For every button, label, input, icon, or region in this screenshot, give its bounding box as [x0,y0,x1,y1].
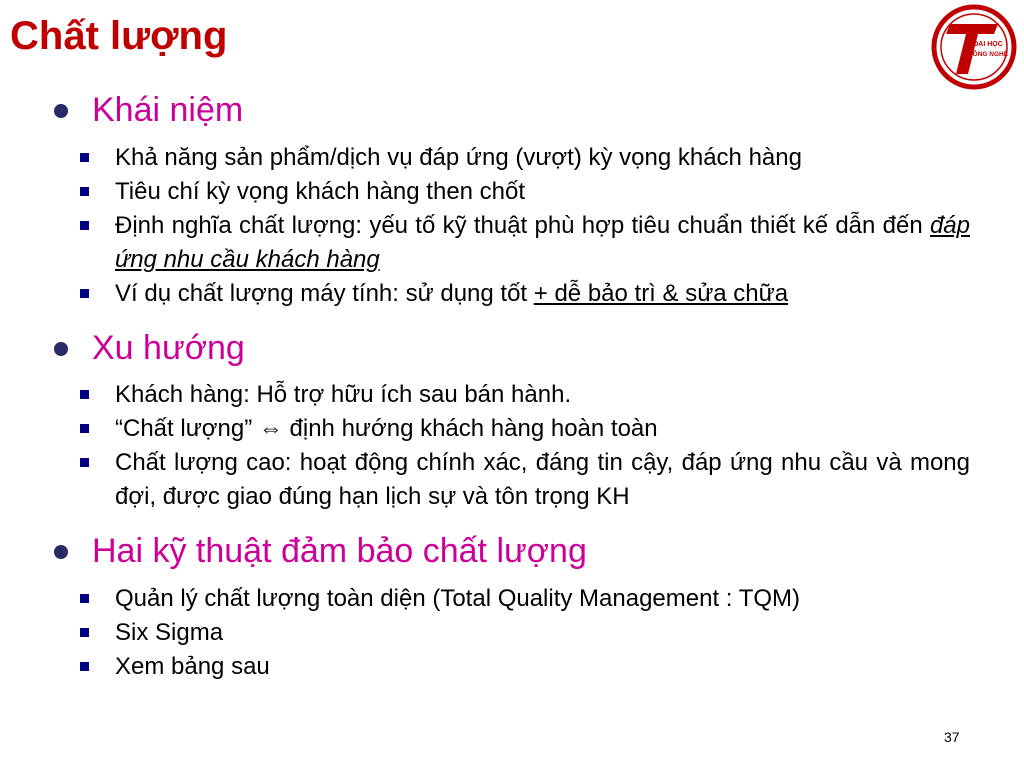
square-bullet-icon [80,221,89,230]
list-item-text: Six Sigma [115,619,224,646]
section-heading-text: Xu hướng [92,329,245,367]
list-item [80,209,970,277]
round-bullet-icon [54,104,68,118]
square-bullet-icon [80,289,89,298]
page-number: 37 [944,729,960,745]
list-item-text-part: Ví dụ chất lượng máy tính: sử dụng tốt [115,280,534,307]
list-item-text: Tiêu chí kỳ vọng khách hàng then chốt [115,178,526,205]
square-bullet-icon [80,594,89,603]
list-item [80,446,970,514]
section-heading-hai-ky-thuat [52,533,587,570]
square-bullet-icon [80,424,89,433]
list-item-text: Chất lượng cao: hoạt động chính xác, đáng tin cậy, đáp ứng nhu cầu và mong đợi, được giao đúng hạn lịch sự và tôn trọng KH [115,449,970,510]
list-item-text-part: định hướng khách hàng hoàn toàn [282,415,658,442]
list-item-text: Xem bảng sau [115,653,270,680]
list-item-text-part: Định nghĩa chất lượng: yếu tố kỹ thuật phù hợp tiêu chuẩn thiết kế dẫn đến [115,212,930,239]
list-item-text: Khả năng sản phẩm/dịch vụ đáp ứng (vượt) kỳ vọng khách hàng [115,144,802,171]
section-heading-xu-huong [52,330,245,367]
square-bullet-icon [80,153,89,162]
section-heading-text: Hai kỹ thuật đảm bảo chất lượng [92,532,587,570]
logo-text-line1: ĐẠI HỌC [973,41,1003,48]
list-item [80,412,970,446]
round-bullet-icon [54,545,68,559]
square-bullet-icon [80,662,89,671]
square-bullet-icon [80,390,89,399]
double-arrow-icon: ⇔ [258,415,283,442]
list-item [80,616,970,650]
list-item [80,582,970,616]
list-item [80,175,970,209]
list-item [80,378,970,412]
slide-title: Chất lượng [10,14,228,58]
list-item-text: Khách hàng: Hỗ trợ hữu ích sau bán hành. [115,381,572,408]
logo-text-line2: CÔNG NGHỆ [967,51,1009,58]
list-item-text-part: “Chất lượng” [115,415,259,442]
section-heading-text: Khái niệm [92,91,244,129]
list-item-text [115,209,970,277]
list-item-text [115,412,970,446]
list-item [80,141,970,175]
square-bullet-icon [80,458,89,467]
list-item [80,650,970,684]
square-bullet-icon [80,628,89,637]
underlined-text: + dễ bảo trì & sửa chữa [533,280,789,307]
list-item [80,277,970,311]
section-heading-khai-niem [52,92,243,129]
list-item-text [115,277,970,311]
list-item-text: Quản lý chất lượng toàn diện (Total Quality Management : TQM) [115,585,801,612]
square-bullet-icon [80,187,89,196]
emphasized-text: đáp ứng nhu cầu khách hàng [115,212,970,273]
round-bullet-icon [54,342,68,356]
